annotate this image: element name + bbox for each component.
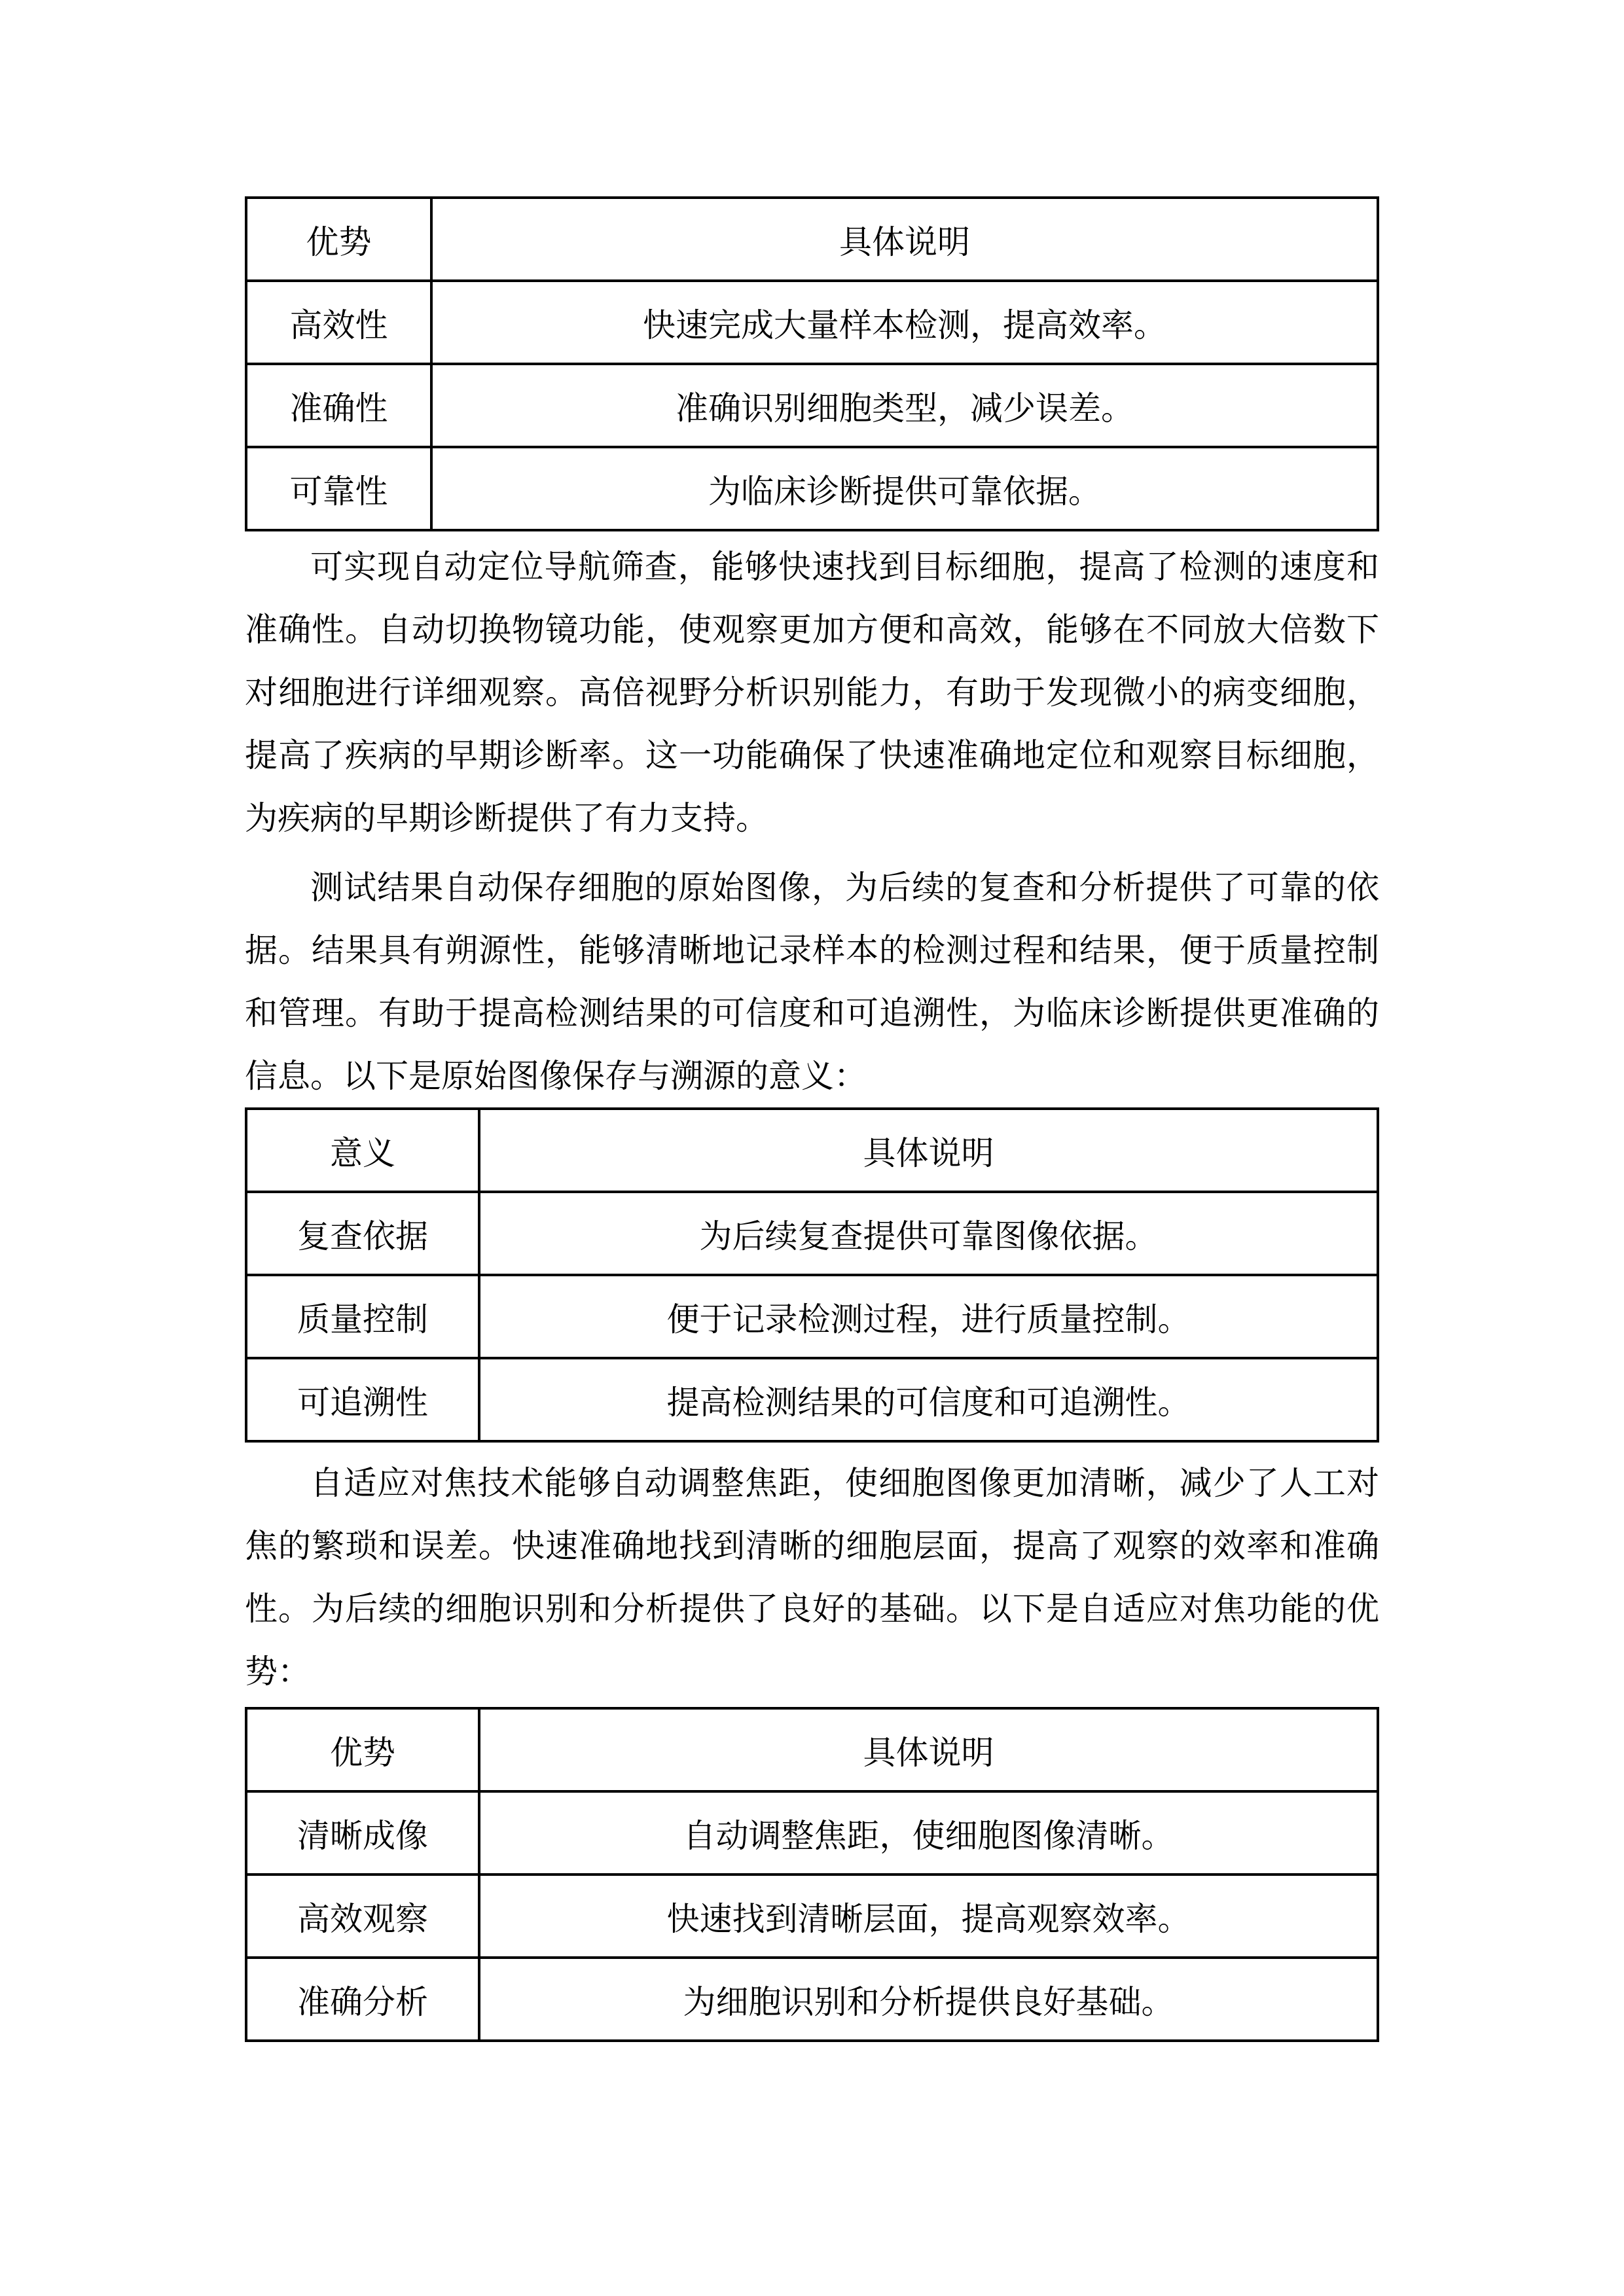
table-row <box>246 1958 1378 2041</box>
table-row <box>246 447 1378 530</box>
table-header-row <box>246 1708 1378 1791</box>
table-cell-description: 自动调整焦距，使细胞图像清晰。 <box>479 1791 1378 1874</box>
table-row <box>246 364 1378 447</box>
table-row <box>246 1192 1378 1275</box>
paragraph-auto-navigation: 可实现自动定位导航筛查，能够快速找到目标细胞，提高了检测的速度和准确性。自动切换物镜功能，使观察更加方便和高效，能够在不同放大倍数下对细胞进行详细观察。高倍视野分析识别能力，有助于发现微小的病变细胞，提高了疾病的早期诊断率。这一功能确保了快速准确地定位和观察目标细胞，为疾病的早期诊断提供了有力支持。 <box>245 548 1379 836</box>
table-header-description: 具体说明 <box>479 1708 1378 1791</box>
table-header-row <box>246 1109 1378 1192</box>
table-row <box>246 1791 1378 1874</box>
table-cell-advantage: 高效观察 <box>246 1874 479 1958</box>
table-row <box>246 281 1378 364</box>
advantages-table-detection <box>245 196 1379 531</box>
paragraph-adaptive-focus: 自适应对焦技术能够自动调整焦距，使细胞图像更加清晰，减少了人工对焦的繁琐和误差。快速准确地找到清晰的细胞层面，提高了观察的效率和准确性。为后续的细胞识别和分析提供了良好的基础。以下是自适应对焦功能的优势： <box>245 1465 1379 1690</box>
table-cell-significance: 质量控制 <box>246 1275 479 1358</box>
table-cell-significance: 复查依据 <box>246 1192 479 1275</box>
table-cell-description: 提高检测结果的可信度和可追溯性。 <box>479 1358 1378 1441</box>
table-header-advantage: 优势 <box>246 1708 479 1791</box>
table-header-advantage: 优势 <box>246 198 431 281</box>
table-cell-description: 快速完成大量样本检测，提高效率。 <box>431 281 1378 364</box>
table-header-row <box>246 198 1378 281</box>
table-row <box>246 1874 1378 1958</box>
advantages-table-focus <box>245 1707 1379 2042</box>
table-header-description: 具体说明 <box>479 1109 1378 1192</box>
table-cell-description: 准确识别细胞类型，减少误差。 <box>431 364 1378 447</box>
paragraph-image-saving: 测试结果自动保存细胞的原始图像，为后续的复查和分析提供了可靠的依据。结果具有朔源性，能够清晰地记录样本的检测过程和结果，便于质量控制和管理。有助于提高检测结果的可信度和可追溯性，为临床诊断提供更准确的信息。以下是原始图像保存与溯源的意义： <box>245 869 1379 1094</box>
table-cell-advantage: 高效性 <box>246 281 431 364</box>
table-cell-advantage: 可靠性 <box>246 447 431 530</box>
table-cell-advantage: 准确分析 <box>246 1958 479 2041</box>
table-cell-significance: 可追溯性 <box>246 1358 479 1441</box>
table-cell-description: 为细胞识别和分析提供良好基础。 <box>479 1958 1378 2041</box>
table-row <box>246 1275 1378 1358</box>
table-row <box>246 1358 1378 1441</box>
table-cell-description: 为后续复查提供可靠图像依据。 <box>479 1192 1378 1275</box>
table-header-description: 具体说明 <box>431 198 1378 281</box>
table-cell-description: 快速找到清晰层面，提高观察效率。 <box>479 1874 1378 1958</box>
page-content <box>245 196 1379 2042</box>
significance-table-traceability <box>245 1107 1379 1443</box>
table-cell-advantage: 准确性 <box>246 364 431 447</box>
table-header-significance: 意义 <box>246 1109 479 1192</box>
table-cell-description: 便于记录检测过程，进行质量控制。 <box>479 1275 1378 1358</box>
table-cell-advantage: 清晰成像 <box>246 1791 479 1874</box>
table-cell-description: 为临床诊断提供可靠依据。 <box>431 447 1378 530</box>
